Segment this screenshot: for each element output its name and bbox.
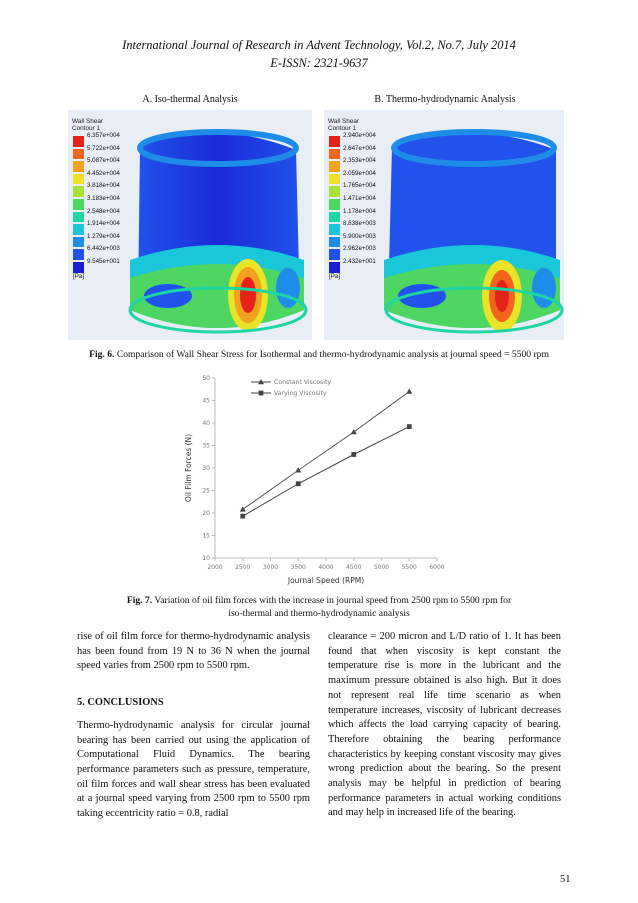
legend-value: 3.183e+004 xyxy=(87,194,120,202)
legend-value: 5.087e+004 xyxy=(87,157,120,165)
series-line xyxy=(243,427,410,517)
paragraph: clearance = 200 micron and L/D ratio of 1. It has been found that when viscosity is kept constant the temperature rise is more in the lubricant and the maximum pressure obtained is also high. But it does not represent real life time scenario as when temperature increases, viscosity of lubricant decreases which affects the load carrying capacity of bearing. Therefore obtaining the bearing performance characteristics by keeping constant viscosity may gives wrong prediction about the bearing. So the present analysis may be helpful in prediction of bearing performance parameters in actual working conditions and may help in increased life of the bearing. xyxy=(328,631,561,819)
legend-label: Varying Viscosity xyxy=(274,390,327,397)
legend-title: Wall Shear Contour 1 xyxy=(72,118,104,133)
data-point-triangle xyxy=(240,506,246,511)
figure-7-caption: Fig. 7. Variation of oil film forces with the increase in journal speed from 2500 rpm to 5500 rpm for iso-thermal and thermo-hydrodynamic analysis xyxy=(126,595,512,619)
paragraph: rise of oil film force for thermo-hydrodynamic analysis has been found from 19 N to 36 N when the journal speed varies from 2500 rpm to 5500 rpm. xyxy=(77,631,310,672)
legend-value: 8.838e+003 xyxy=(343,220,376,228)
y-tick-label: 30 xyxy=(202,465,210,472)
legend-value: 2.647e+004 xyxy=(343,144,376,152)
page-number: 51 xyxy=(560,874,571,885)
legend-value: 9.545e+001 xyxy=(87,257,120,265)
panel-b-title: B. Thermo-hydrodynamic Analysis xyxy=(374,94,516,105)
contour-panel-iso-thermal xyxy=(68,110,312,340)
y-tick-label: 25 xyxy=(202,487,210,495)
legend-value: 4.452e+004 xyxy=(87,169,120,177)
legend-value: 2.353e+004 xyxy=(343,157,376,165)
data-point-triangle xyxy=(295,467,301,472)
x-axis-label: Journal Speed (RPM) xyxy=(287,576,365,585)
legend-value: 1.178e+004 xyxy=(343,207,376,215)
section-heading: 5. CONCLUSIONS xyxy=(77,697,164,709)
x-tick-label: 4500 xyxy=(346,564,362,571)
y-tick-label: 10 xyxy=(202,555,210,562)
legend-unit: [Pa] xyxy=(329,273,341,280)
y-tick-label: 45 xyxy=(202,397,210,405)
paragraph: Thermo-hydrodynamic analysis for circular journal bearing has been carried out using the application of Computational Fluid Dynamics. The bearing performance parameters such as pressure, temperature, oil film forces and wall shear stress has been evaluated at a journal speed varying from 2500 rpm to 5500 rpm taking eccentricity ratio = 0.8, radial xyxy=(77,719,310,820)
y-tick-label: 50 xyxy=(202,375,210,382)
legend-value: 2.432e+001 xyxy=(343,257,376,265)
y-tick-label: 35 xyxy=(202,442,210,450)
legend-value: 1.279e+004 xyxy=(87,232,120,240)
legend-value: 1.914e+004 xyxy=(87,220,120,228)
legend-value: 6.442e+003 xyxy=(87,245,120,253)
panel-a-title: A. Iso-thermal Analysis xyxy=(142,94,238,105)
y-tick-label: 15 xyxy=(202,532,210,540)
x-tick-label: 5000 xyxy=(373,564,390,571)
x-tick-label: 4000 xyxy=(318,564,334,571)
x-tick-label: 5500 xyxy=(401,564,417,571)
issn-line: E-ISSN: 2321-9637 xyxy=(270,56,368,70)
y-tick-label: 20 xyxy=(202,510,210,517)
data-point-triangle xyxy=(351,429,357,434)
legend-value: 3.818e+004 xyxy=(87,182,120,190)
legend-unit: [Pa] xyxy=(73,273,85,280)
y-tick-label: 40 xyxy=(202,420,210,427)
legend-value: 2.059e+004 xyxy=(343,169,376,177)
legend-value: 5.722e+004 xyxy=(87,144,120,152)
legend-value: 1.471e+004 xyxy=(343,194,376,202)
legend-title: Wall Shear Contour 1 xyxy=(328,118,360,133)
data-point-square xyxy=(240,514,245,519)
legend-value: 2.962e+003 xyxy=(343,245,376,253)
bearing-contour-render xyxy=(324,110,564,340)
x-tick-label: 3500 xyxy=(290,564,306,571)
x-tick-label: 3000 xyxy=(262,564,279,571)
data-point-triangle xyxy=(406,389,412,394)
data-point-square xyxy=(296,481,301,486)
y-axis-label: Oil Film Forces (N) xyxy=(184,433,193,503)
legend-label: Constant Viscosity xyxy=(274,379,332,386)
legend-value: 1.765e+004 xyxy=(343,182,376,190)
contour-panel-thermo-hydrodynamic xyxy=(324,110,564,340)
right-column xyxy=(328,630,561,821)
legend-value: 2.548e+004 xyxy=(87,207,120,215)
legend-value: 2.940e+004 xyxy=(343,132,376,139)
legend-marker-square xyxy=(259,391,264,396)
data-point-square xyxy=(351,452,356,457)
journal-header: International Journal of Research in Advent Technology, Vol.2, No.7, July 2014 xyxy=(122,38,516,52)
legend-value: 6.357e+004 xyxy=(87,132,120,139)
data-point-square xyxy=(407,424,412,429)
left-column xyxy=(77,630,310,822)
x-tick-label: 2500 xyxy=(235,564,251,571)
oil-film-force-chart xyxy=(175,370,475,592)
x-tick-label: 6000 xyxy=(429,564,445,571)
series-line xyxy=(243,392,410,510)
figure-6-caption: Fig. 6. Comparison of Wall Shear Stress for Isothermal and thermo-hydrodynamic analysis at journal speed = 5500 rpm xyxy=(89,349,549,360)
x-tick-label: 2000 xyxy=(207,564,223,571)
bearing-contour-render xyxy=(68,110,312,340)
legend-value: 5.900e+003 xyxy=(343,232,376,240)
